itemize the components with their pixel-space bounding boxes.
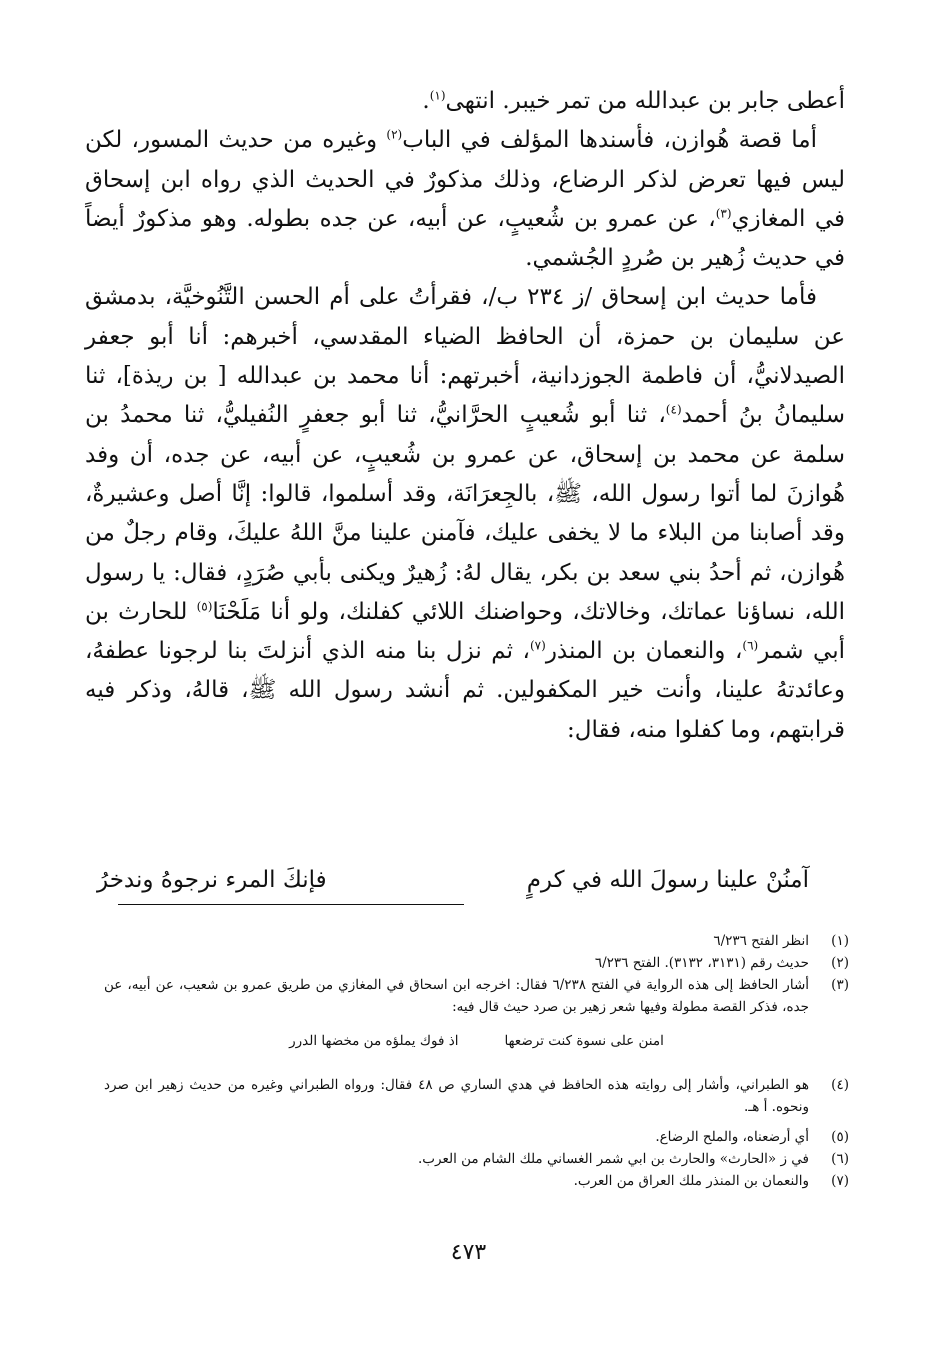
paragraph-1 <box>85 82 845 121</box>
footnote-number: (١) <box>831 933 849 949</box>
footnote-item <box>104 974 849 1018</box>
footnote-number: (٧) <box>831 1173 849 1189</box>
footnote-text: أي أرضعناه، والملح الرضاع. <box>655 1129 809 1145</box>
footnote-ref: (١) <box>429 88 446 103</box>
paragraph-text: ، عن عمرو بن شُعيبٍ، عن أبيه، عن جده بطوله. وهو مذكورٌ أيضاً في حديث زُهير بن صُردٍ الجُشمي. <box>85 205 845 272</box>
footnote-text: والنعمان بن المنذر ملك العراق من العرب. <box>573 1173 809 1189</box>
footnote-ref: (٤) <box>665 402 682 417</box>
footnote-item <box>104 952 849 974</box>
paragraph-text: للحارث بن أبي شمر <box>85 598 845 665</box>
footnote-text: حديث رقم (٣١٣١، ٣١٣٢). الفتح ٦/٢٣٦ <box>594 955 809 971</box>
footnote-text: انظر الفتح ٦/٢٣٦ <box>713 933 809 949</box>
footnote-number: (٣) <box>831 977 849 993</box>
footnote-ref: (٥) <box>196 599 213 614</box>
paragraph-text: ، والنعمان بن المنذر <box>545 638 743 665</box>
footnote-ref: (٦) <box>742 638 759 653</box>
verse-hemistich-1: آمنُنْ علينا رسولَ الله في كرمٍ <box>526 867 809 893</box>
footnote-verse-hemistich-1: امنن على نسوة كنت ترضعها <box>504 1033 664 1049</box>
footnote-number: (٢) <box>831 955 849 971</box>
poem-verse <box>85 858 845 902</box>
footnote-text: أشار الحافظ إلى هذه الرواية في الفتح ٦/٢٣٨ فقال: اخرجه ابن اسحاق في المغازي من طريق عمرو بن شعيب، عن أبيه، عن جده، فذكر القصة مطولة وفيها شعر زهير بن صرد حيث قال فيه: <box>104 977 810 1015</box>
footnote-text: هو الطبراني، وأشار إلى روايته هذه الحافظ في هدي الساري ص ٤٨ فقال: ورواه الطبراني وغيره من حديث زهير ابن صرد ونحوه. أ هـ. <box>104 1077 809 1115</box>
paragraph-text: أعطى جابر بن عبدالله من تمر خيبر. انتهى <box>445 88 845 114</box>
paragraph-3 <box>85 278 845 750</box>
footnote-item <box>104 1126 849 1148</box>
paragraph-text: . <box>422 88 430 114</box>
verse-hemistich-2: فإنكَ المرء نرجوهُ وندخرُ <box>97 867 327 893</box>
footnote-item <box>104 1074 849 1118</box>
paragraph-text: فأما حديث ابن إسحاق /ز ٢٣٤ ب/، فقرأتُ على أم الحسن التَّنُوخيَّة، بدمشق عن سليمان بن حمزة، أن الحافظ الضياء المقدسي، أخبرهم: أنا أبو جعفر الصيدلانيُّ، أن فاطمة الجوزدانية، أخبرتهم: أنا محمد بن عبدالله [ بن ريذة]، ثنا سليمانُ بنُ أحمد <box>85 284 845 429</box>
footnote-number: (٦) <box>831 1151 849 1167</box>
footnotes <box>104 930 849 1192</box>
footnote-ref: (٧) <box>529 638 546 653</box>
footnote-separator <box>118 904 464 905</box>
paragraph-text: ، ثنا أبو شُعيبٍ الحرَّانيُّ، ثنا أبو جعفرٍ النُفيليُّ، ثنا محمدُ بن سلمة عن محمد بن إسحاق، عن عمرو بن شُعيبٍ، عن أبيه، عن جده، أن وفد هُوازنَ لما أتوا رسول الله، ﷺ، بالجِعرَانَة، وقد أسلموا، قالوا: إنَّا أصل وعشيرةٌ، وقد أصابنا من البلاء ما لا يخفى عليك، فآمنن علينا منَّ اللهُ عليكَ، وقام رجلٌ من هُوازن، ثم أحدُ بني سعد بن بكر، يقال لهُ: زُهيرٌ ويكنى بأبي صُرَدٍ، فقال: يا رسول الله، نساؤنا عماتك، وخالاتك، وحواضنك اللائي كفلنك، ولو أنا مَلَحْنَا <box>85 402 845 625</box>
footnote-number: (٤) <box>831 1077 849 1093</box>
footnote-ref: (٢) <box>386 127 403 142</box>
footnote-verse <box>104 1030 849 1052</box>
footnote-item <box>104 1148 849 1170</box>
footnote-item <box>104 930 849 952</box>
footnote-text: في ز «الحارث» والحارث بن ابي شمر الغساني ملك الشام من العرب. <box>418 1151 809 1167</box>
footnote-item <box>104 1170 849 1192</box>
footnote-number: (٥) <box>831 1129 849 1145</box>
paragraph-2 <box>85 121 845 278</box>
page-number: ٤٧٣ <box>450 1240 487 1265</box>
paragraph-text: وغيره من حديث المسور، لكن ليس فيها تعرض لذكر الرضاع، وذلك مذكورٌ في الحديث الذي رواه ابن إسحاق في المغازي <box>85 127 845 232</box>
paragraph-text: ، ثم نزل بنا منه الذي أنزلتَ بنا لرجونا عطفهُ، وعائدتهُ علينا، وأنت خير المكفولين. ثم أنشد رسول الله ﷺ، قالهُ، وذكر فيه قرابتهم، وما كفلوا منه، فقال: <box>85 638 845 743</box>
main-text <box>85 82 845 750</box>
footnote-ref: (٣) <box>715 206 732 221</box>
footnote-verse-hemistich-2: اذ فوك يملؤه من مخضها الدرر <box>289 1033 459 1049</box>
paragraph-text: أما قصة هُوازن، فأسندها المؤلف في الباب <box>402 127 817 154</box>
